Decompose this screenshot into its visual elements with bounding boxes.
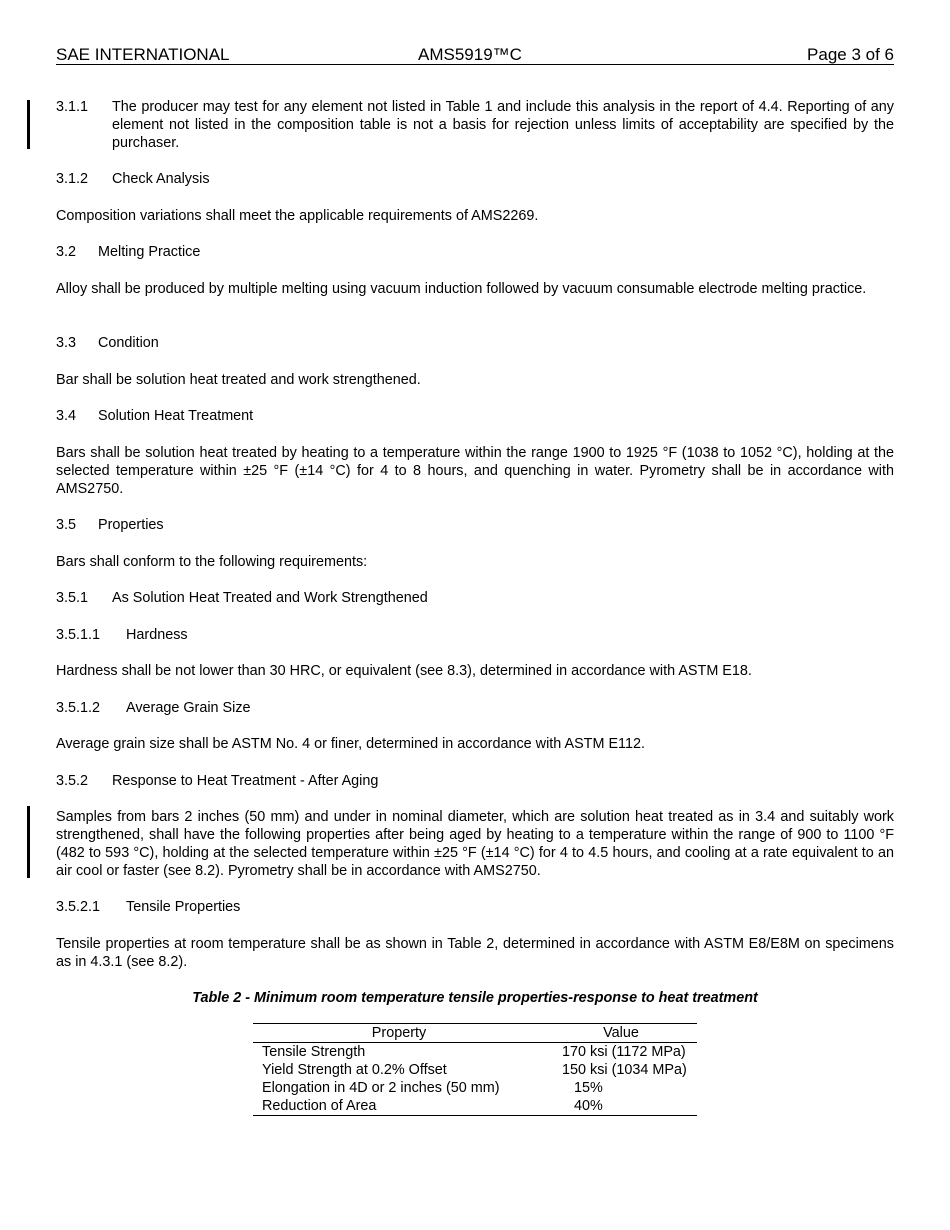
paragraph-3-5-1-1: Hardness shall be not lower than 30 HRC, or equivalent (see 8.3), determined in accordance with ASTM E18. bbox=[56, 663, 752, 679]
heading-number: 3.5.2.1 bbox=[56, 899, 101, 915]
heading-number: 3.3 bbox=[56, 335, 77, 351]
heading-title: Hardness bbox=[126, 627, 188, 643]
heading-number: 3.5.1.2 bbox=[56, 700, 101, 716]
paragraph-3-3: Bar shall be solution heat treated and work strengthened. bbox=[56, 372, 421, 388]
property-cell: Yield Strength at 0.2% Offset bbox=[262, 1062, 447, 1078]
table-header-row bbox=[253, 1024, 697, 1043]
paragraph-3-4: Bars shall be solution heat treated by heating to a temperature within the range 1900 to 1925 °F (1038 to 1052 °C), holding at the selected temperature within ±25 °F (±14 °C) for 4 to 8 hours, and quenching in water. Pyrometry shall be in accordance with AMS2750. bbox=[56, 445, 894, 497]
heading-title: Melting Practice bbox=[98, 244, 201, 260]
heading-title: Condition bbox=[98, 335, 159, 351]
table-row bbox=[253, 1043, 697, 1062]
heading-number: 3.4 bbox=[56, 408, 77, 424]
paragraph-3-1-2: Composition variations shall meet the applicable requirements of AMS2269. bbox=[56, 208, 539, 224]
heading-title: As Solution Heat Treated and Work Strengthened bbox=[112, 590, 428, 606]
table-row bbox=[253, 1061, 697, 1079]
heading-number: 3.5.1 bbox=[56, 590, 89, 606]
value-cell: 40% bbox=[545, 1097, 697, 1116]
heading-number: 3.1.2 bbox=[56, 171, 89, 187]
heading-title: Check Analysis bbox=[112, 171, 210, 187]
header-document-number: AMS5919™C bbox=[418, 45, 522, 64]
heading-title: Properties bbox=[98, 517, 164, 533]
property-cell: Elongation in 4D or 2 inches (50 mm) bbox=[262, 1080, 500, 1096]
paragraph-3-5: Bars shall conform to the following requirements: bbox=[56, 554, 368, 570]
heading-number: 3.5.2 bbox=[56, 773, 89, 789]
heading-title: Average Grain Size bbox=[126, 700, 251, 716]
heading-title: Solution Heat Treatment bbox=[98, 408, 254, 424]
section-number: 3.1.1 bbox=[56, 99, 89, 115]
property-cell: Tensile Strength bbox=[262, 1044, 366, 1060]
table-2-caption: Table 2 - Minimum room temperature tensile properties-response to heat treatment bbox=[192, 990, 758, 1006]
paragraph-3-5-1-2: Average grain size shall be ASTM No. 4 or finer, determined in accordance with ASTM E112. bbox=[56, 736, 645, 752]
section-3-1-1 bbox=[56, 98, 894, 152]
value-cell: 15% bbox=[562, 1080, 603, 1096]
change-bar-1 bbox=[27, 100, 30, 149]
property-cell: Reduction of Area bbox=[253, 1097, 545, 1116]
heading-title: Response to Heat Treatment - After Aging bbox=[112, 773, 379, 789]
section-text: The producer may test for any element not listed in Table 1 and include this analysis in the report of 4.4. Reporting of any element not listed in the composition table is not a basis for rejection unless limits of acceptability are specified by the purchaser. bbox=[112, 99, 894, 151]
change-bar-2 bbox=[27, 806, 30, 878]
header-organization: SAE INTERNATIONAL bbox=[56, 45, 230, 64]
paragraph-3-2: Alloy shall be produced by multiple melting using vacuum induction followed by vacuum consumable electrode melting practice. bbox=[56, 281, 867, 297]
table-row bbox=[253, 1097, 697, 1116]
table-row bbox=[253, 1079, 697, 1097]
heading-title: Tensile Properties bbox=[126, 899, 241, 915]
heading-number: 3.2 bbox=[56, 244, 77, 260]
column-header-value: Value bbox=[545, 1024, 697, 1043]
page-header bbox=[56, 44, 894, 65]
value-cell: 150 ksi (1034 MPa) bbox=[562, 1062, 687, 1078]
value-cell: 170 ksi (1172 MPa) bbox=[562, 1044, 686, 1060]
heading-number: 3.5.1.1 bbox=[56, 627, 101, 643]
column-header-property: Property bbox=[253, 1024, 545, 1043]
header-page-number: Page 3 of 6 bbox=[807, 45, 894, 64]
table-2 bbox=[253, 1023, 697, 1116]
paragraph-3-5-2-1: Tensile properties at room temperature shall be as shown in Table 2, determined in accordance with ASTM E8/E8M on specimens as in 4.3.1 (see 8.2). bbox=[56, 936, 894, 970]
heading-number: 3.5 bbox=[56, 517, 77, 533]
paragraph-3-5-2: Samples from bars 2 inches (50 mm) and under in nominal diameter, which are solution heat treated as in 3.4 and suitably work strengthened, shall have the following properties after being aged by heating to a temperature within the range of 900 to 1100 °F (482 to 593 °C), holding at the selected temperature within ±25 °F (±14 °C) for 4 to 4.5 hours, and cooling at a rate equivalent to an air cool or faster (see 8.2). Pyrometry shall be in accordance with AMS2750. bbox=[56, 809, 894, 879]
